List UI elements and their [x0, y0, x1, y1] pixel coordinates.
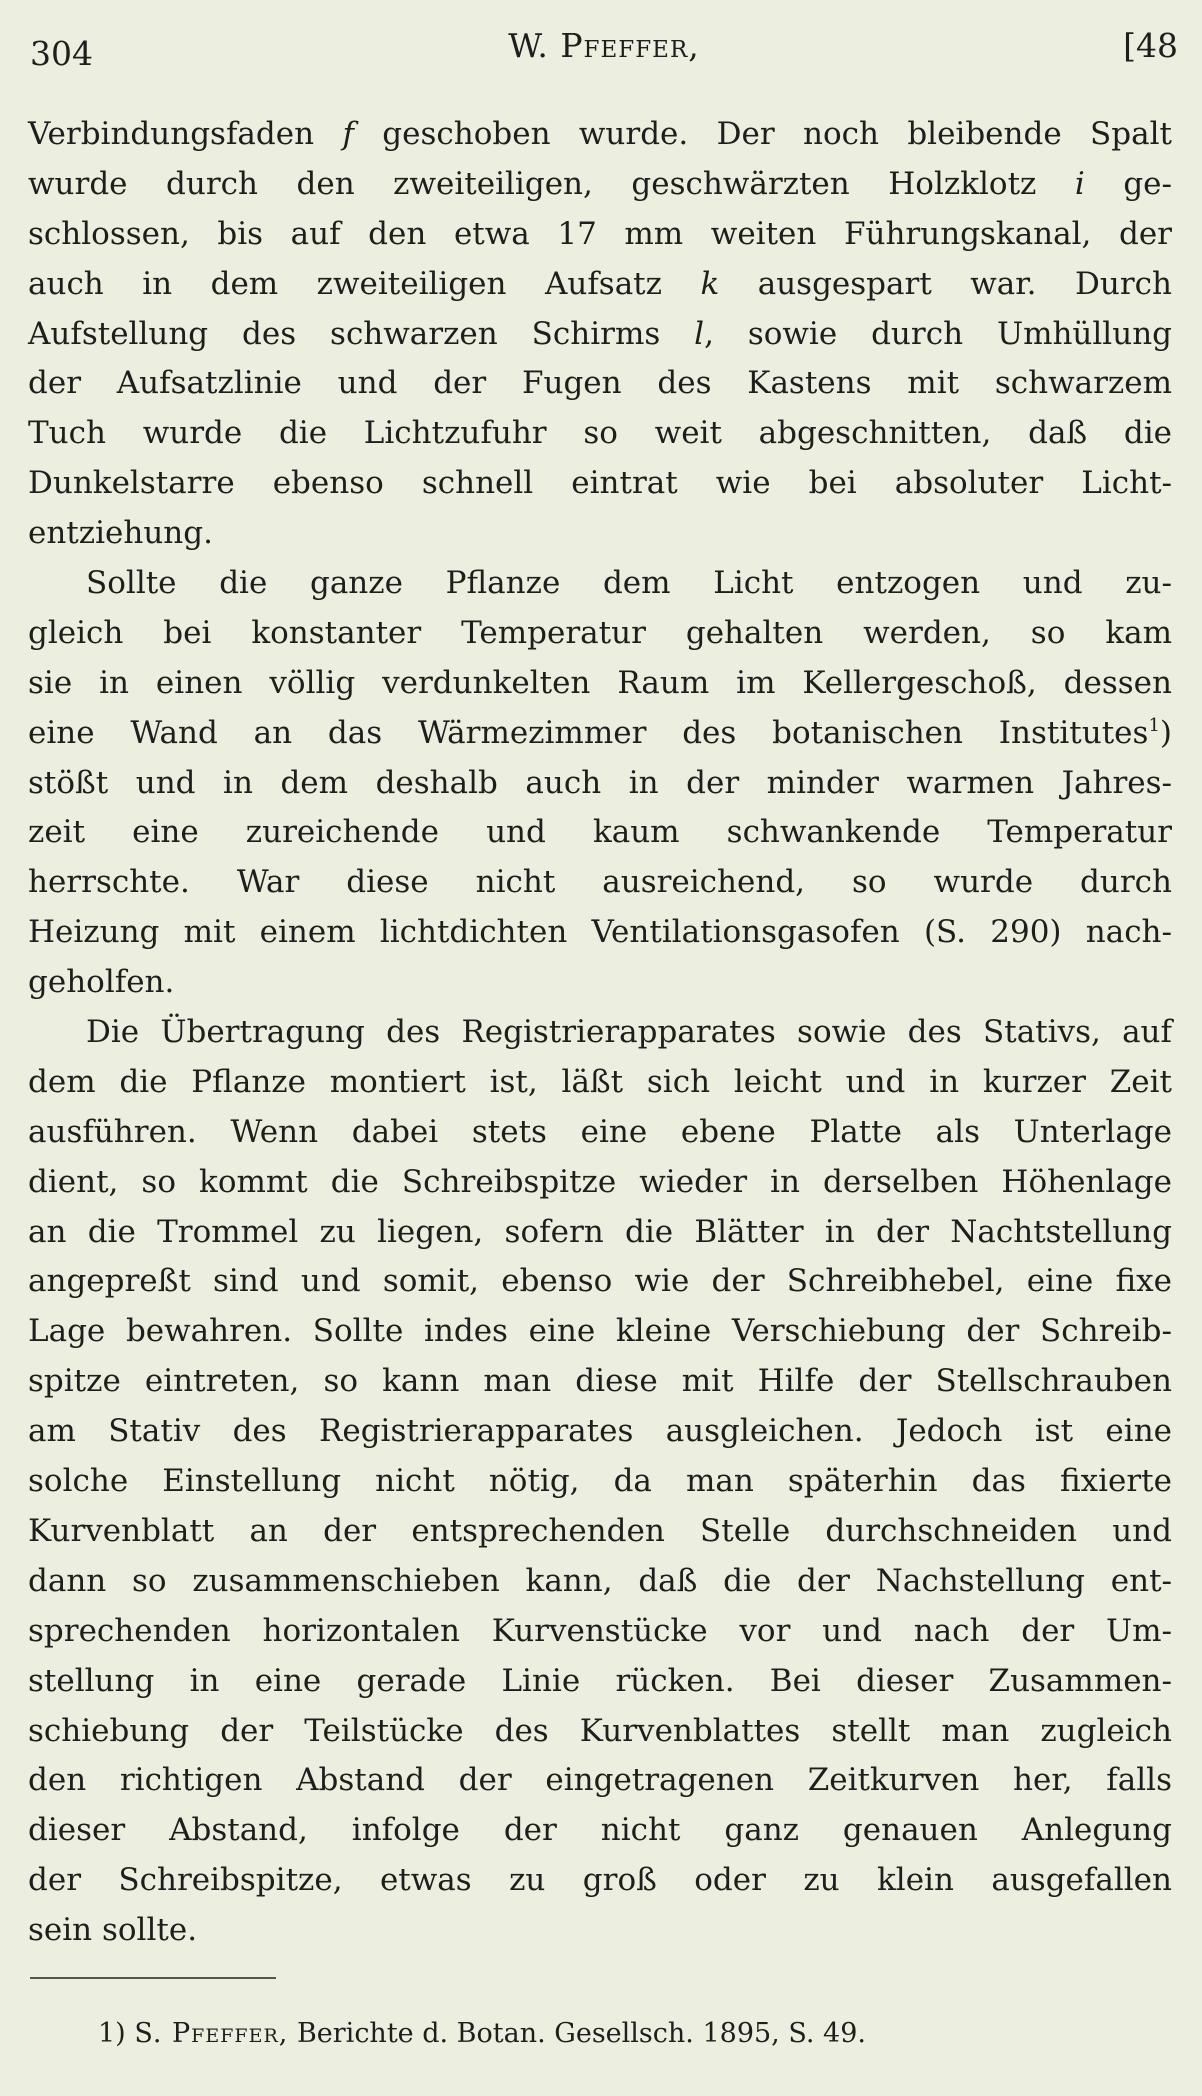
text-run: Verbindungsfaden: [28, 116, 343, 152]
footnote-text: Berichte d. Botan. Gesellsch. 1895, S. 49.: [296, 2018, 866, 2049]
text-line: [28, 559, 1172, 609]
running-head: W. Pfeffer,: [508, 26, 700, 65]
text-line: [28, 1357, 1172, 1407]
text-line: [28, 310, 1172, 360]
text-run: Heizung mit einem lichtdichten Ventilationsgasofen (S. 290) nach-: [28, 914, 1172, 951]
text-line: [28, 858, 1172, 908]
text-run: Tuch wurde die Lichtzufuhr so weit abgeschnitten, daß die: [28, 415, 1172, 452]
text-line: [28, 1407, 1172, 1457]
text-run: Aufstellung des schwarzen Schirms: [28, 315, 695, 352]
text-line: [28, 110, 1172, 160]
footnote-reference: 1: [1148, 714, 1160, 736]
text-line: [28, 1607, 1172, 1657]
italic-letter: l: [694, 315, 705, 352]
text-line: [28, 1158, 1172, 1208]
text-run: auch in dem zweiteiligen Aufsatz: [28, 265, 701, 302]
text-line: [28, 1058, 1172, 1108]
italic-letter: i: [1074, 165, 1085, 202]
text-run: geschoben wurde. Der noch bleibende Spalt: [353, 116, 1172, 152]
text-run: ): [1159, 714, 1172, 751]
text-run: dient, so kommt die Schreibspitze wieder in derselben Höhenlage: [28, 1163, 1172, 1200]
text-line: [28, 709, 1172, 759]
text-line: [28, 1557, 1172, 1607]
text-line: [28, 359, 1172, 409]
text-line: [28, 659, 1172, 709]
text-line: [28, 1457, 1172, 1507]
text-run: dieser Abstand, infolge der nicht ganz genauen Anlegung: [28, 1812, 1172, 1849]
text-line: [28, 210, 1172, 260]
body-text: [28, 110, 1172, 1956]
text-line: [28, 609, 1172, 659]
italic-letter: f: [342, 116, 354, 152]
text-run: zeit eine zureichende und kaum schwankende Temperatur: [28, 814, 1172, 851]
text-line: [28, 1108, 1172, 1158]
text-run: der Aufsatzlinie und der Fugen des Kastens mit schwarzem: [28, 365, 1172, 402]
section-number: [48: [1123, 26, 1178, 65]
text-run: , sowie durch Umhüllung: [704, 315, 1173, 352]
text-line: [28, 1906, 1172, 1956]
footnote-author: S. Pfeffer,: [134, 2018, 289, 2049]
text-line: [28, 1657, 1172, 1707]
text-line: [28, 808, 1172, 858]
text-run: ausführen. Wenn dabei stets eine ebene Platte als Unterlage: [28, 1113, 1172, 1150]
text-run: Sollte die ganze Pflanze dem Licht entzogen und zu-: [86, 565, 1172, 602]
text-run: Kurvenblatt an der entsprechenden Stelle durchschneiden und: [28, 1512, 1172, 1549]
text-line: [28, 1008, 1172, 1058]
text-run: Dunkelstarre ebenso schnell eintrat wie bei absoluter Licht-: [28, 465, 1172, 502]
text-line: [28, 958, 1172, 1008]
text-run: geholfen.: [28, 964, 175, 1001]
page-number: 304: [30, 34, 93, 73]
text-line: [28, 1307, 1172, 1357]
text-run: sie in einen völlig verdunkelten Raum im Kellergeschoß, dessen: [28, 664, 1172, 701]
text-run: wurde durch den zweiteiligen, geschwärzten Holzklotz: [28, 165, 1075, 202]
footnote-divider: [30, 1977, 276, 1979]
text-line: [28, 409, 1172, 459]
text-run: schiebung der Teilstücke des Kurvenblattes stellt man zugleich: [28, 1712, 1172, 1749]
text-line: [28, 759, 1172, 809]
text-run: herrschte. War diese nicht ausreichend, so wurde durch: [28, 864, 1172, 901]
text-run: spitze eintreten, so kann man diese mit Hilfe der Stellschrauben: [28, 1363, 1172, 1400]
text-run: dem die Pflanze montiert ist, läßt sich leicht und in kurzer Zeit: [28, 1063, 1172, 1100]
text-line: [28, 509, 1172, 559]
text-run: stößt und in dem deshalb auch in der minder warmen Jahres-: [28, 764, 1172, 801]
page-header: [30, 22, 1178, 72]
text-run: Lage bewahren. Sollte indes eine kleine Verschiebung der Schreib-: [28, 1313, 1172, 1350]
text-run: Die Übertragung des Registrierapparates sowie des Stativs, auf: [86, 1014, 1172, 1051]
text-line: [28, 1707, 1172, 1757]
text-line: [28, 1257, 1172, 1307]
text-line: [28, 1507, 1172, 1557]
italic-letter: k: [700, 265, 720, 302]
text-run: entziehung.: [28, 515, 213, 552]
text-run: stellung in eine gerade Linie rücken. Bei dieser Zusammen-: [28, 1662, 1172, 1699]
text-line: [28, 908, 1172, 958]
text-run: gleich bei konstanter Temperatur gehalten werden, so kam: [28, 614, 1172, 651]
text-run: an die Trommel zu liegen, sofern die Blätter in der Nachtstellung: [28, 1213, 1172, 1250]
text-line: [28, 459, 1172, 509]
text-line: [28, 260, 1172, 310]
text-run: den richtigen Abstand der eingetragenen Zeitkurven her, falls: [28, 1762, 1172, 1799]
text-line: [28, 1856, 1172, 1906]
text-run: sein sollte.: [28, 1912, 198, 1949]
footnote: [98, 2018, 866, 2049]
text-run: angepreßt sind und somit, ebenso wie der Schreibhebel, eine fixe: [28, 1263, 1172, 1300]
text-run: der Schreibspitze, etwas zu groß oder zu klein ausgefallen: [28, 1862, 1172, 1899]
text-line: [28, 1806, 1172, 1856]
text-run: eine Wand an das Wärmezimmer des botanischen Institutes: [28, 714, 1149, 751]
text-run: ausgespart war. Durch: [719, 265, 1172, 302]
footnote-marker: 1): [98, 2018, 126, 2049]
text-run: ge-: [1084, 165, 1172, 202]
text-run: solche Einstellung nicht nötig, da man späterhin das fixierte: [28, 1463, 1172, 1500]
text-run: schlossen, bis auf den etwa 17 mm weiten Führungskanal, der: [28, 215, 1172, 252]
text-run: am Stativ des Registrierapparates ausgleichen. Jedoch ist eine: [28, 1413, 1172, 1450]
text-line: [28, 160, 1172, 210]
text-line: [28, 1756, 1172, 1806]
text-run: dann so zusammenschieben kann, daß die der Nachstellung ent-: [28, 1562, 1172, 1599]
text-run: sprechenden horizontalen Kurvenstücke vor und nach der Um-: [28, 1612, 1172, 1649]
text-line: [28, 1208, 1172, 1258]
